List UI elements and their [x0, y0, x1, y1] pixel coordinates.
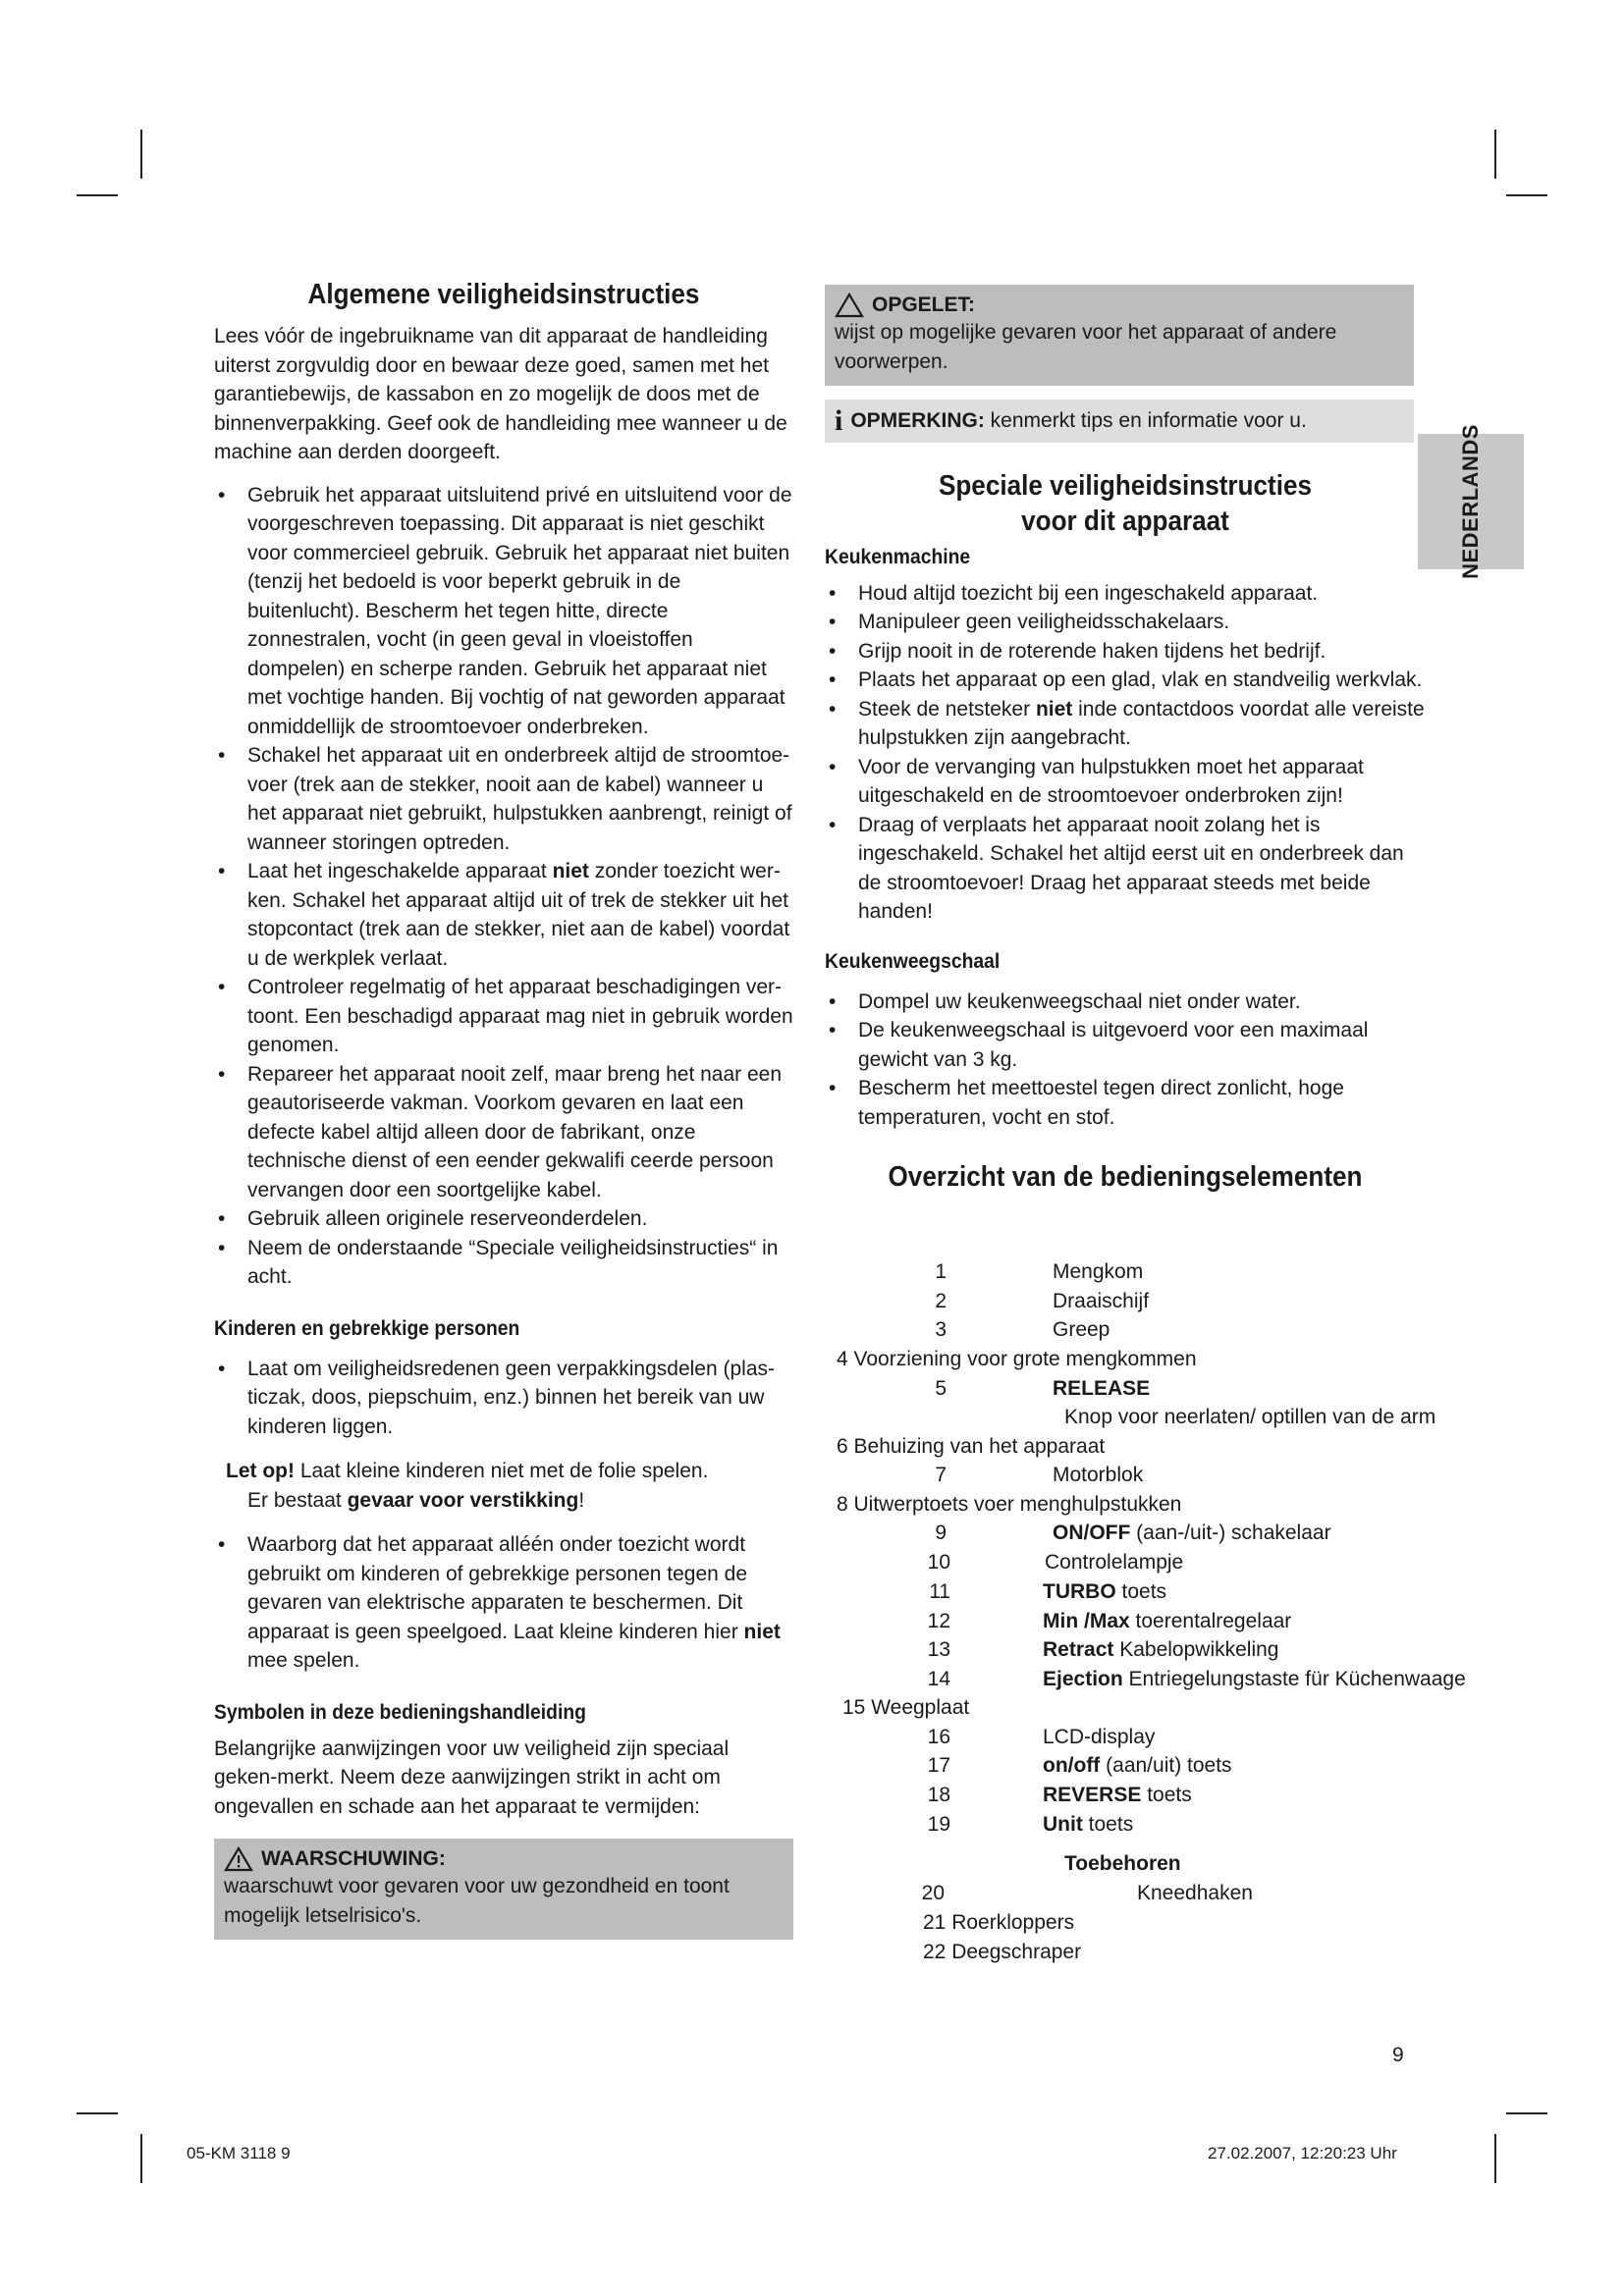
crop-mark — [1494, 130, 1496, 179]
caution-label: OPGELET: — [872, 294, 976, 316]
part-label: Unit toets — [1043, 1813, 1134, 1836]
part-number: 7 — [935, 1464, 947, 1486]
section-title-overview: Overzicht van de bedieningselementen — [888, 1161, 1363, 1193]
part-label: 4 Voorziening voor grote mengkommen — [837, 1348, 1197, 1370]
list-item: • Waarborg dat het apparaat alléén onder toezicht wordt gebruikt om kinderen of gebrekkige personen tegen de gevaren van elektrische apparaten te beschermen. Dit apparaat is geen speelgoed. Laat kleine kinderen hier niet mee spelen. — [214, 1530, 793, 1676]
part-label: Ejection Entriegelungstaste für Küchenwaage — [1043, 1668, 1466, 1690]
scale-list — [825, 988, 1426, 1133]
part-label: LCD-display — [1043, 1726, 1156, 1748]
crop-mark — [140, 2134, 142, 2183]
crop-mark — [1506, 2112, 1547, 2114]
list-item: • Grijp nooit in de roterende haken tijdens het bedrijf. — [825, 637, 1426, 667]
heading-scale: Keukenweegschaal — [825, 949, 1001, 973]
part-label: TURBO toets — [1043, 1580, 1167, 1603]
page-number: 9 — [1392, 2044, 1404, 2066]
part-label: Retract Kabelopwikkeling — [1043, 1638, 1279, 1661]
accessories-heading: Toebehoren — [1064, 1852, 1181, 1875]
warning-box — [214, 1839, 793, 1940]
list-item: • Bescherm het meettoestel tegen direct zonlicht, hoge temperaturen, vocht en stof. — [825, 1074, 1426, 1132]
part-number: 18 — [927, 1784, 950, 1806]
list-item: • Voor de vervanging van hulpstukken moet het apparaat uitgeschakeld en de stroomtoevoer onderbroken zijn! — [825, 753, 1426, 811]
part-number: 2 — [935, 1290, 947, 1312]
left-column — [214, 277, 793, 1940]
part-number: 3 — [935, 1318, 947, 1341]
remark-label: OPMERKING: — [850, 409, 985, 432]
caution-box — [825, 285, 1414, 386]
part-label: 22 Deegschraper — [923, 1941, 1082, 1963]
let-op-note: Let op! Laat kleine kinderen niet met de folie spelen. Er bestaat gevaar voor verstikking! — [226, 1460, 709, 1512]
list-item: • Steek de netsteker niet inde contactdoos voordat alle vereiste hulpstukken zijn aangebracht. — [825, 695, 1426, 753]
part-number: 20 — [921, 1882, 945, 1904]
list-item: • De keukenweegschaal is uitgevoerd voor een maximaal gewicht van 3 kg. — [825, 1016, 1426, 1074]
list-item: • Schakel het apparaat uit en onderbreek altijd de stroomtoe-voer (trek aan de stekker, nooit aan de kabel) wanneer u het apparaat niet gebruikt, hulpstukken aanbrengt, reinigt of wanneer storingen optreden. — [214, 741, 793, 857]
caution-triangle-icon — [835, 293, 864, 318]
right-column — [825, 285, 1426, 1204]
list-item: • Manipuleer geen veiligheidsschakelaars. — [825, 608, 1426, 637]
part-number: 14 — [927, 1668, 950, 1690]
kids-list — [214, 1355, 793, 1442]
part-number: 17 — [927, 1754, 950, 1777]
part-number: 1 — [935, 1260, 947, 1283]
section-title-general-safety: Algemene veiligheidsinstructies — [307, 279, 700, 310]
part-label: on/off (aan/uit) toets — [1043, 1754, 1232, 1777]
part-label: Mengkom — [1053, 1260, 1144, 1283]
kids-list-2 — [214, 1530, 793, 1676]
footer-right: 27.02.2007, 12:20:23 Uhr — [1208, 2144, 1397, 2163]
part-label: Min /Max toerentalregelaar — [1043, 1610, 1292, 1632]
part-label: Controlelampje — [1045, 1551, 1184, 1574]
part-label: Draaischijf — [1053, 1290, 1150, 1312]
list-item: • Plaats het apparaat op een glad, vlak en standveilig werkvlak. — [825, 666, 1426, 695]
warning-label: WAARSCHUWING: — [261, 1847, 446, 1871]
crop-mark — [77, 194, 118, 196]
list-item: • Neem de onderstaande “Speciale veiligheidsinstructies“ in acht. — [214, 1234, 793, 1292]
part-label: 6 Behuizing van het apparaat — [837, 1435, 1106, 1458]
crop-mark — [140, 130, 142, 179]
list-item: • Gebruik alleen originele reserveonderdelen. — [214, 1204, 793, 1234]
language-tab: NEDERLANDS — [1418, 434, 1524, 569]
footer-left: 05-KM 3118 9 — [187, 2144, 291, 2163]
list-item: • Dompel uw keukenweegschaal niet onder water. — [825, 988, 1426, 1017]
special-title: Speciale veiligheidsinstructies voor dit apparaat — [938, 470, 1313, 538]
warning-triangle-icon — [224, 1846, 253, 1872]
part-number: 19 — [927, 1813, 950, 1836]
list-item: • Controleer regelmatig of het apparaat beschadigingen ver-toont. Een beschadigd apparaat mag niet in gebruik worden genomen. — [214, 973, 793, 1060]
caution-text: wijst op mogelijke gevaren voor het apparaat of andere voorwerpen. — [835, 321, 1337, 373]
kitchen-list — [825, 579, 1426, 927]
part-number: 10 — [927, 1551, 950, 1574]
info-icon: i — [835, 404, 843, 437]
part-number: 16 — [927, 1726, 950, 1748]
list-item: • Gebruik het apparaat uitsluitend privé en uitsluitend voor de voorgeschreven toepassing. Dit apparaat is niet geschikt voor commercieel gebruik. Gebruik het apparaat niet buiten (tenzij het bedoeld is voor beperkt gebruik in de buitenlucht). Bescherm het tegen hitte, directe zonnestralen, vocht (in geen geval in vloeistoffen dompelen) en scherpe randen. Gebruik het apparaat niet met vochtige handen. Bij vochtig of nat geworden apparaat onmiddellijk de stroomtoevoer onderbreken. — [214, 481, 793, 742]
list-item: • Laat om veiligheidsredenen geen verpakkingsdelen (plas-ticzak, doos, piepschuim, enz.) binnen het bereik van uw kinderen liggen. — [214, 1355, 793, 1442]
list-item: • Repareer het apparaat nooit zelf, maar breng het naar een geautoriseerde vakman. Voorkom gevaren en laat een defecte kabel altijd alleen door de fabrikant, onze technische dienst of een eender gekwalifi ceerde persoon vervangen door een soortgelijke kabel. — [214, 1060, 793, 1205]
part-number: 9 — [935, 1522, 947, 1544]
general-safety-list — [214, 481, 793, 1292]
part-label: Kneedhaken — [1137, 1882, 1253, 1904]
crop-mark — [1506, 194, 1547, 196]
heading-symbols: Symbolen in deze bedieningshandleiding — [214, 1700, 586, 1724]
part-number: 13 — [927, 1638, 950, 1661]
list-item: • Draag of verplaats het apparaat nooit zolang het is ingeschakeld. Schakel het altijd eerst uit en onderbreek dan de stroomtoevoer! Draag het apparaat steeds met beide handen! — [825, 811, 1426, 927]
heading-kitchen-machine: Keukenmachine — [825, 545, 971, 568]
list-item: • Houd altijd toezicht bij een ingeschakeld apparaat. — [825, 579, 1426, 609]
symbols-paragraph: Belangrijke aanwijzingen voor uw veiligheid zijn speciaal geken-merkt. Neem deze aanwijzingen strikt in acht om ongevallen en schade aan het apparaat te vermijden: — [214, 1736, 730, 1818]
part-label: 21 Roerkloppers — [923, 1911, 1075, 1934]
remark-box — [825, 400, 1414, 443]
crop-mark — [1494, 2134, 1496, 2183]
intro-paragraph: Lees vóór de ingebruikname van dit apparaat de handleiding uiterst zorgvuldig door en bewaar deze goed, samen met het garantiebewijs, de kassabon en zo mogelijk de doos met de binnenverpakking. Geef ook de handleiding mee wanneer u de machine aan derden doorgeeft. — [214, 325, 787, 464]
remark-text: kenmerkt tips en informatie voor u. — [984, 409, 1307, 432]
part-number: 12 — [927, 1610, 950, 1632]
heading-kids: Kinderen en gebrekkige personen — [214, 1316, 520, 1340]
list-item: • Laat het ingeschakelde apparaat niet zonder toezicht wer-ken. Schakel het apparaat altijd uit of trek de stekker uit het stopcontact (trek aan de stekker, niet aan de kabel) voordat u de werkplek verlaat. — [214, 857, 793, 973]
crop-mark — [77, 2112, 118, 2114]
part-number: 11 — [929, 1580, 950, 1603]
part-label: Motorblok — [1053, 1464, 1144, 1486]
part-label: Knop voor neerlaten/ optillen van de arm — [1064, 1406, 1436, 1428]
warning-text: waarschuwt voor gevaren voor uw gezondheid en toont mogelijk letselrisico's. — [224, 1875, 730, 1927]
part-label: 8 Uitwerptoets voer menghulpstukken — [837, 1493, 1182, 1516]
part-label: 15 Weegplaat — [842, 1696, 970, 1719]
part-label: ON/OFF (aan-/uit-) schakelaar — [1053, 1522, 1331, 1544]
part-label: RELEASE — [1053, 1377, 1151, 1400]
part-label: REVERSE toets — [1043, 1784, 1192, 1806]
part-label: Greep — [1053, 1318, 1110, 1341]
part-number: 5 — [935, 1377, 947, 1400]
